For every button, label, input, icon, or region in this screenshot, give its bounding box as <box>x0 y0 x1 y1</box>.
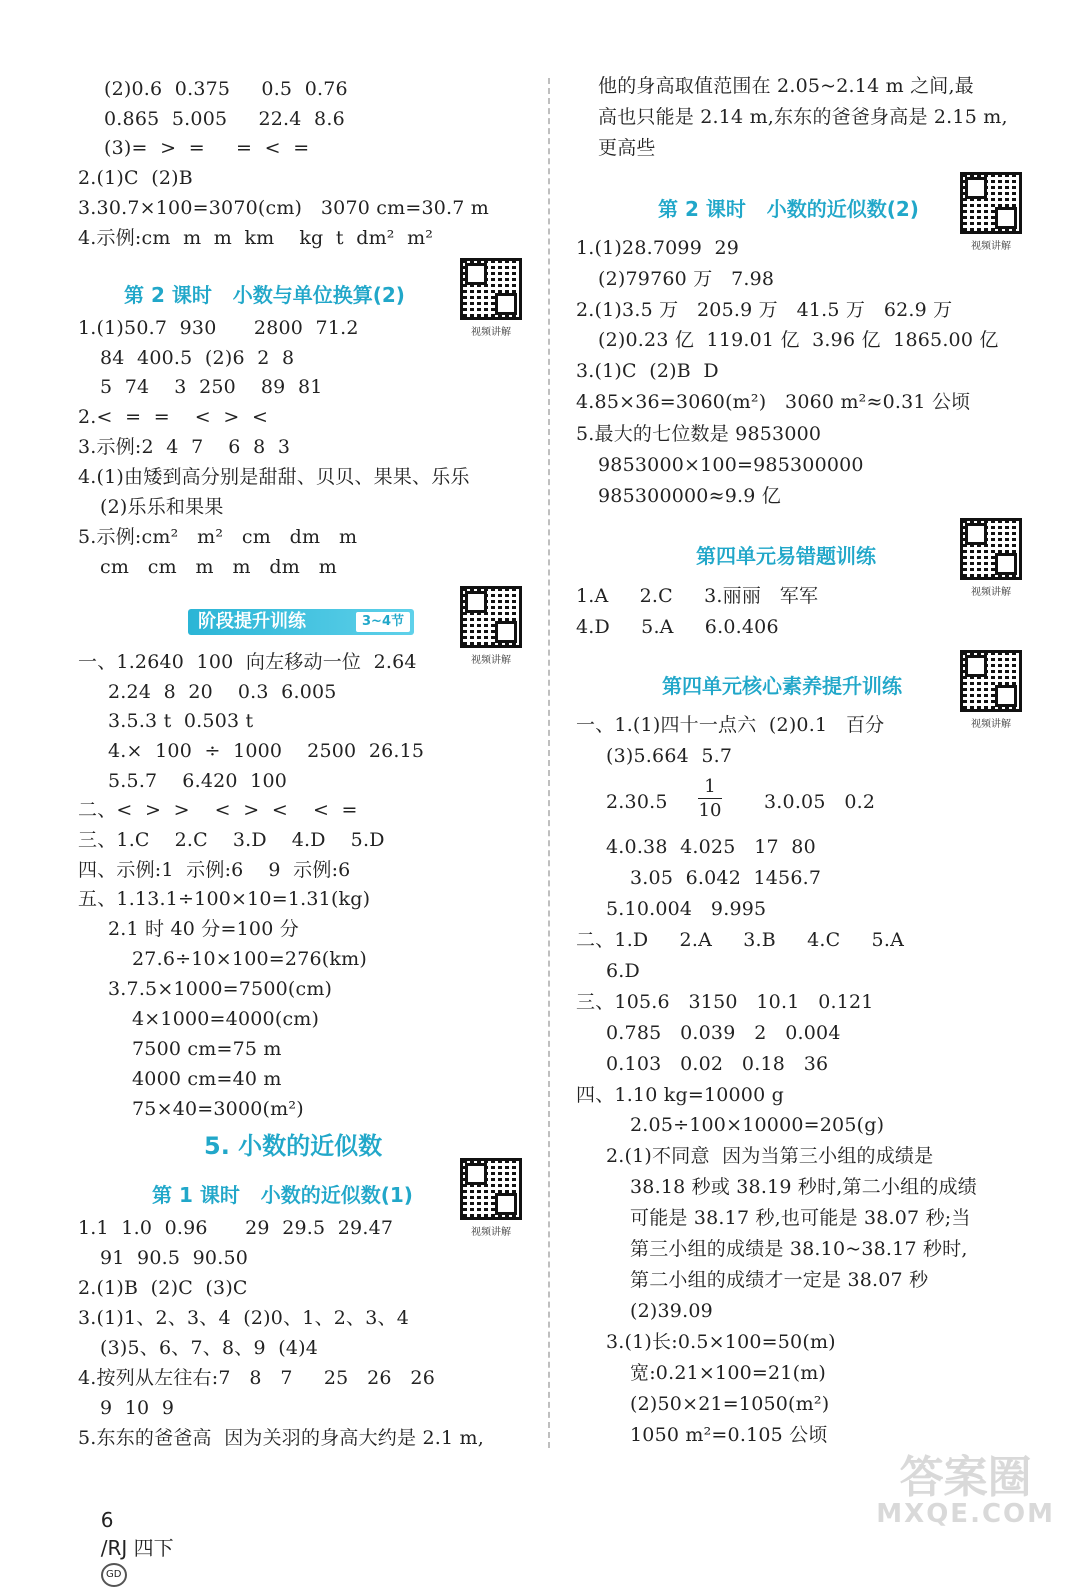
qr-caption: 视频讲解 <box>471 1227 511 1238</box>
qr-code[interactable] <box>960 518 1022 598</box>
answer-line: (3)= > = = < = <box>104 137 310 159</box>
section-title: 第 2 课时 小数的近似数(2) <box>658 197 919 221</box>
qr-code-image <box>960 650 1022 712</box>
answer-line: 二、1.D 2.A 3.B 4.C 5.A <box>576 929 905 951</box>
answer-line: 四、示例:1 示例:6 9 示例:6 <box>78 859 351 881</box>
watermark-brand: 答案圈 <box>899 1452 1032 1503</box>
answer-line: 75×40=3000(m²) <box>132 1098 304 1120</box>
answer-line: (2)50×21=1050(m²) <box>630 1393 830 1415</box>
stage-badge <box>188 609 414 635</box>
answer-line: 1.A 2.C 3.丽丽 军军 <box>576 585 819 607</box>
answer-line: (2)0.6 0.375 0.5 0.76 <box>104 78 348 100</box>
answer-line: (3)5.664 5.7 <box>606 745 733 767</box>
answer-line: 四、1.10 kg=10000 g <box>576 1084 784 1106</box>
answer-line: (2)39.09 <box>630 1300 713 1322</box>
answer-line: 0.865 5.005 22.4 8.6 <box>104 108 345 130</box>
answer-line: 4.× 100 ÷ 1000 2500 26.15 <box>108 740 425 762</box>
answer-line: 5.5.7 6.420 100 <box>108 770 288 792</box>
column-divider <box>548 78 550 1448</box>
answer-line: 宽:0.21×100=21(m) <box>630 1362 827 1384</box>
answer-line: (2)0.23 亿 119.01 亿 3.96 亿 1865.00 亿 <box>598 329 999 351</box>
answer-line: 第二小组的成绩才一定是 38.07 秒 <box>630 1269 929 1291</box>
answer-line: 5.10.004 9.995 <box>606 898 767 920</box>
answer-line: 3.05 6.042 1456.7 <box>630 867 822 889</box>
answer-line: 91 90.5 90.50 <box>100 1247 249 1269</box>
answer-line: 4000 cm=40 m <box>132 1068 282 1090</box>
qr-code[interactable] <box>460 586 522 666</box>
page-number: 6 <box>100 1508 114 1532</box>
answer-line: 二、< > > < > < < = <box>78 799 358 821</box>
answer-line: 2.(1)C (2)B <box>78 167 193 189</box>
qr-caption: 视频讲解 <box>971 241 1011 252</box>
answer-line: 1.(1)28.7099 29 <box>576 237 740 259</box>
answer-line: 3.7.5×1000=7500(cm) <box>108 978 333 1000</box>
answer-line: 1.(1)50.7 930 2800 71.2 <box>78 317 359 339</box>
qr-code-image <box>960 518 1022 580</box>
fraction <box>698 776 722 821</box>
page-footer <box>88 1484 174 1587</box>
answer-line: 4.D 5.A 6.0.406 <box>576 616 779 638</box>
qr-code[interactable] <box>960 172 1022 252</box>
answer-line: 2.05÷100×10000=205(g) <box>630 1114 885 1136</box>
fraction-bar <box>698 798 722 799</box>
edition-label: /RJ 四下 <box>100 1536 174 1560</box>
answer-line: 第三小组的成绩是 38.10~38.17 秒时, <box>630 1238 968 1260</box>
answer-line: 3.(1)C (2)B D <box>576 360 719 382</box>
answer-line: 一、1.(1)四十一点六 (2)0.1 百分 <box>576 714 885 736</box>
answer-line: 2.1 时 40 分=100 分 <box>108 918 299 940</box>
answer-line: 更高些 <box>598 137 656 159</box>
answer-line: 三、105.6 3150 10.1 0.121 <box>576 991 874 1013</box>
answer-line: (2)乐乐和果果 <box>100 496 224 518</box>
section-title: 第四单元核心素养提升训练 <box>662 674 902 698</box>
answer-line: 4.按列从左往右:7 8 7 25 26 26 <box>78 1367 435 1389</box>
watermark-url: MXQE.COM <box>876 1499 1055 1529</box>
answer-line: 可能是 38.17 秒,也可能是 38.07 秒;当 <box>630 1207 971 1229</box>
answer-line: 4.85×36=3060(m²) 3060 m²≈0.31 公顷 <box>576 391 971 413</box>
answer-line: 五、1.13.1÷100×10=1.31(kg) <box>78 888 371 910</box>
qr-caption: 视频讲解 <box>471 327 511 338</box>
answer-line: 2.< = = < > < <box>78 406 269 428</box>
qr-code[interactable] <box>460 258 522 338</box>
answer-line: 2.(1)不同意 因为当第三小组的成绩是 <box>606 1145 934 1167</box>
answer-line: 3.示例:2 4 7 6 8 3 <box>78 436 291 458</box>
qr-code-image <box>460 586 522 648</box>
answer-line: 2.30.5 <box>606 791 668 813</box>
section-title: 第 1 课时 小数的近似数(1) <box>152 1183 413 1207</box>
answer-line: 一、1.2640 100 向左移动一位 2.64 <box>78 651 417 673</box>
qr-code[interactable] <box>960 650 1022 730</box>
answer-line: 1.1 1.0 0.96 29 29.5 29.47 <box>78 1217 394 1239</box>
qr-code[interactable] <box>460 1158 522 1238</box>
answer-line: 3.5.3 t 0.503 t <box>108 710 254 732</box>
answer-line: 4×1000=4000(cm) <box>132 1008 320 1030</box>
qr-caption: 视频讲解 <box>971 587 1011 598</box>
answer-line: cm cm m m dm m <box>100 556 337 578</box>
qr-caption: 视频讲解 <box>971 719 1011 730</box>
publisher-logo-icon: GD <box>101 1563 127 1587</box>
answer-line: (2)79760 万 7.98 <box>598 268 775 290</box>
badge-tag: 3~4节 <box>356 612 410 632</box>
watermark <box>876 1452 1055 1529</box>
answer-line: 84 400.5 (2)6 2 8 <box>100 347 295 369</box>
answer-line: 0.785 0.039 2 0.004 <box>606 1022 841 1044</box>
answer-line: 3.0.05 0.2 <box>764 791 876 813</box>
answer-line: 3.30.7×100=3070(cm) 3070 cm=30.7 m <box>78 197 490 219</box>
answer-line: 38.18 秒或 38.19 秒时,第二小组的成绩 <box>630 1176 977 1198</box>
qr-code-image <box>460 258 522 320</box>
answer-line: 2.(1)3.5 万 205.9 万 41.5 万 62.9 万 <box>576 299 953 321</box>
section-title: 第 2 课时 小数与单位换算(2) <box>124 283 405 307</box>
answer-line: 0.103 0.02 0.18 36 <box>606 1053 829 1075</box>
answer-line: 5.示例:cm² m² cm dm m <box>78 526 358 548</box>
answer-line: (3)5、6、7、8、9 (4)4 <box>100 1337 319 1359</box>
qr-code-image <box>960 172 1022 234</box>
section-title: 第四单元易错题训练 <box>696 544 876 568</box>
answer-line: 6.D <box>606 960 640 982</box>
answer-line: 4.(1)由矮到高分别是甜甜、贝贝、果果、乐乐 <box>78 466 470 488</box>
answer-line: 5.东东的爸爸高 因为关羽的身高大约是 2.1 m, <box>78 1427 484 1449</box>
answer-line: 2.24 8 20 0.3 6.005 <box>108 681 337 703</box>
fraction-denominator: 10 <box>698 800 722 821</box>
answer-line: 1050 m²=0.105 公顷 <box>630 1424 828 1446</box>
answer-line: 3.(1)1、2、3、4 (2)0、1、2、3、4 <box>78 1307 410 1329</box>
answer-line: 7500 cm=75 m <box>132 1038 282 1060</box>
qr-caption: 视频讲解 <box>471 655 511 666</box>
answer-line: 9853000×100=985300000 <box>598 454 864 476</box>
chapter-title: 5. 小数的近似数 <box>204 1132 383 1160</box>
answer-line: 9 10 9 <box>100 1397 175 1419</box>
answer-line: 2.(1)B (2)C (3)C <box>78 1277 248 1299</box>
fraction-numerator: 1 <box>704 776 716 797</box>
answer-line: 4.0.38 4.025 17 80 <box>606 836 816 858</box>
answer-line: 27.6÷10×100=276(km) <box>132 948 367 970</box>
answer-line: 985300000≈9.9 亿 <box>598 485 781 507</box>
answer-line: 3.(1)长:0.5×100=50(m) <box>606 1331 836 1353</box>
qr-code-image <box>460 1158 522 1220</box>
answer-line: 三、1.C 2.C 3.D 4.D 5.D <box>78 829 385 851</box>
answer-line: 5 74 3 250 89 81 <box>100 376 323 398</box>
badge-title: 阶段提升训练 <box>198 611 306 632</box>
answer-line: 他的身高取值范围在 2.05~2.14 m 之间,最 <box>598 75 974 97</box>
answer-line: 高也只能是 2.14 m,东东的爸爸身高是 2.15 m, <box>598 106 1008 128</box>
answer-line: 5.最大的七位数是 9853000 <box>576 423 822 445</box>
answer-line: 4.示例:cm m m km kg t dm² m² <box>78 227 434 249</box>
